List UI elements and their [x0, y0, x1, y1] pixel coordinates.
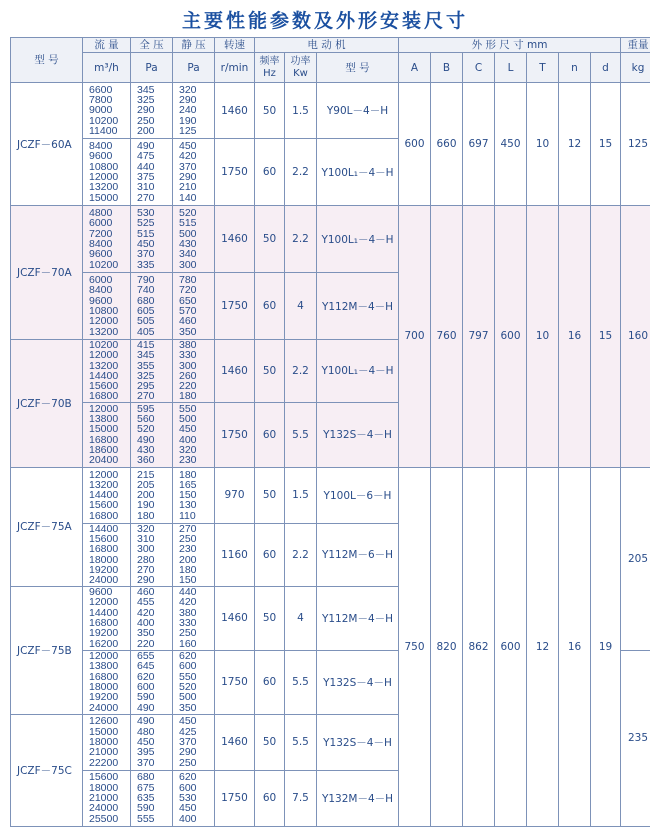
- header-dim-A: A: [399, 53, 431, 83]
- header-static-pressure-label: 静 压: [181, 39, 206, 51]
- dim-B-cell: 660: [431, 83, 463, 206]
- total-pressure-cell: 790 740 680 605 505 405: [131, 273, 173, 340]
- header-motor: [255, 38, 399, 53]
- freq-cell: 60: [255, 139, 285, 206]
- total-pressure-cell: 490 475 440 375 310 270: [131, 139, 173, 206]
- dim-L-cell: 450: [495, 83, 527, 206]
- header-dim-n: n: [559, 53, 591, 83]
- static-pressure-cell: 450 425 370 290 250: [173, 714, 215, 770]
- static-pressure-cell: 780 720 650 570 460 350: [173, 273, 215, 340]
- header-power: [285, 53, 317, 83]
- header-power-unit: Kw: [293, 67, 308, 79]
- total-pressure-cell: 460 455 420 400 350 220: [131, 586, 173, 650]
- dim-B-cell: 820: [431, 467, 463, 826]
- static-pressure-cell: 620 600 550 520 500 350: [173, 650, 215, 714]
- static-pressure-cell: 550 500 450 400 320 230: [173, 402, 215, 467]
- header-total-pressure-label: 全 压: [139, 39, 164, 51]
- static-pressure-cell: 440 420 380 330 250 160: [173, 586, 215, 650]
- motor-model-cell: Y132M－4－H: [317, 770, 399, 826]
- motor-model-cell: Y112M－6－H: [317, 523, 399, 586]
- freq-cell: 50: [255, 714, 285, 770]
- header-dim-T: T: [527, 53, 559, 83]
- header-total-pressure-unit: Pa: [131, 53, 173, 83]
- power-cell: 7.5: [285, 770, 317, 826]
- header-motor-model: 型 号: [317, 53, 399, 83]
- total-pressure-cell: 595 560 520 490 430 360: [131, 402, 173, 467]
- model-cell: JCZF－75C: [11, 714, 83, 826]
- power-cell: 4: [285, 273, 317, 340]
- flow-cell: 4800 6000 7200 8400 9600 10200: [83, 206, 131, 273]
- header-total-pressure: [131, 38, 173, 53]
- motor-model-cell: Y132S－4－H: [317, 650, 399, 714]
- power-cell: 2.2: [285, 206, 317, 273]
- freq-cell: 60: [255, 523, 285, 586]
- speed-cell: 1460: [215, 586, 255, 650]
- speed-cell: 1750: [215, 770, 255, 826]
- freq-cell: 60: [255, 770, 285, 826]
- header-model-label: 型 号: [34, 54, 59, 66]
- freq-cell: 60: [255, 273, 285, 340]
- power-cell: 1.5: [285, 467, 317, 523]
- total-pressure-cell: 490 480 450 395 370: [131, 714, 173, 770]
- static-pressure-cell: 180 165 150 130 110: [173, 467, 215, 523]
- weight-cell: 160: [621, 206, 650, 468]
- dim-n-cell: 16: [559, 467, 591, 826]
- power-cell: 1.5: [285, 83, 317, 139]
- spec-table: [10, 37, 650, 827]
- model-cell: JCZF－75B: [11, 586, 83, 714]
- speed-cell: 970: [215, 467, 255, 523]
- dim-d-cell: 15: [591, 206, 621, 468]
- speed-cell: 1460: [215, 83, 255, 139]
- freq-cell: 60: [255, 650, 285, 714]
- speed-cell: 1460: [215, 206, 255, 273]
- table-row: [11, 206, 650, 273]
- flow-cell: 6600 7800 9000 10200 11400: [83, 83, 131, 139]
- model-cell: JCZF－60A: [11, 83, 83, 206]
- flow-cell: 15600 18000 21000 24000 25500: [83, 770, 131, 826]
- header-speed-label: 转速: [224, 39, 245, 51]
- power-cell: 2.2: [285, 139, 317, 206]
- weight-cell: 205: [621, 467, 650, 650]
- header-dim-C: C: [463, 53, 495, 83]
- flow-cell: 10200 12000 13200 14400 15600 16800: [83, 340, 131, 403]
- header-flow: [83, 38, 131, 53]
- flow-cell: 12000 13800 16800 18000 19200 24000: [83, 650, 131, 714]
- power-cell: 2.2: [285, 340, 317, 403]
- flow-cell: 12000 13200 14400 15600 16800: [83, 467, 131, 523]
- dim-C-cell: 862: [463, 467, 495, 826]
- header-dim-B: B: [431, 53, 463, 83]
- weight-cell: 235: [621, 650, 650, 826]
- power-cell: 5.5: [285, 402, 317, 467]
- static-pressure-cell: 320 290 240 190 125: [173, 83, 215, 139]
- header-weight-label: 重量: [627, 39, 649, 51]
- header-flow-label: 流 量: [94, 39, 119, 51]
- speed-cell: 1750: [215, 273, 255, 340]
- speed-cell: 1460: [215, 714, 255, 770]
- dim-A-cell: 600: [399, 83, 431, 206]
- dim-A-cell: 700: [399, 206, 431, 468]
- power-cell: 4: [285, 586, 317, 650]
- flow-cell: 9600 12000 14400 16800 19200 16200: [83, 586, 131, 650]
- power-cell: 2.2: [285, 523, 317, 586]
- speed-cell: 1750: [215, 139, 255, 206]
- header-freq: [255, 53, 285, 83]
- header-weight-unit: kg: [621, 53, 650, 83]
- freq-cell: 60: [255, 402, 285, 467]
- speed-cell: 1460: [215, 340, 255, 403]
- dim-d-cell: 19: [591, 467, 621, 826]
- motor-model-cell: Y90L－4－H: [317, 83, 399, 139]
- speed-cell: 1160: [215, 523, 255, 586]
- header-flow-unit: m³/h: [83, 53, 131, 83]
- weight-cell: 125: [621, 83, 650, 206]
- power-cell: 5.5: [285, 650, 317, 714]
- header-speed: [215, 38, 255, 53]
- header-freq-label: 频率: [259, 55, 280, 67]
- table-row: [11, 83, 650, 139]
- dim-B-cell: 760: [431, 206, 463, 468]
- freq-cell: 50: [255, 206, 285, 273]
- header-dims: [399, 38, 621, 53]
- header-weight: [621, 38, 650, 53]
- dim-L-cell: 600: [495, 206, 527, 468]
- total-pressure-cell: 415 345 355 325 295 270: [131, 340, 173, 403]
- header-static-pressure-unit: Pa: [173, 53, 215, 83]
- motor-model-cell: Y100L₁－4－H: [317, 206, 399, 273]
- header-power-label: 功率: [290, 55, 311, 67]
- header-dim-L: L: [495, 53, 527, 83]
- dim-d-cell: 15: [591, 83, 621, 206]
- total-pressure-cell: 655 645 620 600 590 490: [131, 650, 173, 714]
- static-pressure-cell: 520 515 500 430 340 300: [173, 206, 215, 273]
- dim-n-cell: 16: [559, 206, 591, 468]
- total-pressure-cell: 320 310 300 280 270 290: [131, 523, 173, 586]
- freq-cell: 50: [255, 467, 285, 523]
- dim-C-cell: 697: [463, 83, 495, 206]
- header-static-pressure: [173, 38, 215, 53]
- dim-n-cell: 12: [559, 83, 591, 206]
- total-pressure-cell: 345 325 290 250 200: [131, 83, 173, 139]
- header-dim-d: d: [591, 53, 621, 83]
- total-pressure-cell: 215 205 200 190 180: [131, 467, 173, 523]
- dim-L-cell: 600: [495, 467, 527, 826]
- flow-cell: 8400 9600 10800 12000 13200 15000: [83, 139, 131, 206]
- motor-model-cell: Y112M－4－H: [317, 273, 399, 340]
- motor-model-cell: Y100L－6－H: [317, 467, 399, 523]
- table-row: [11, 467, 650, 523]
- freq-cell: 50: [255, 340, 285, 403]
- speed-cell: 1750: [215, 650, 255, 714]
- motor-model-cell: Y132S－4－H: [317, 402, 399, 467]
- dim-A-cell: 750: [399, 467, 431, 826]
- model-cell: JCZF－75A: [11, 467, 83, 586]
- dim-T-cell: 10: [527, 206, 559, 468]
- flow-cell: 14400 15600 16800 18000 19200 24000: [83, 523, 131, 586]
- header-dims-label: 外 形 尺 寸 mm: [471, 39, 548, 51]
- header-freq-unit: Hz: [263, 67, 276, 79]
- static-pressure-cell: 450 420 370 290 210 140: [173, 139, 215, 206]
- model-cell: JCZF－70A: [11, 206, 83, 340]
- header-model: [11, 38, 83, 83]
- dim-C-cell: 797: [463, 206, 495, 468]
- static-pressure-cell: 380 330 300 260 220 180: [173, 340, 215, 403]
- power-cell: 5.5: [285, 714, 317, 770]
- motor-model-cell: Y100L₁－4－H: [317, 340, 399, 403]
- flow-cell: 12600 15000 18000 21000 22200: [83, 714, 131, 770]
- dim-T-cell: 10: [527, 83, 559, 206]
- total-pressure-cell: 680 675 635 590 555: [131, 770, 173, 826]
- motor-model-cell: Y132S－4－H: [317, 714, 399, 770]
- dim-T-cell: 12: [527, 467, 559, 826]
- speed-cell: 1750: [215, 402, 255, 467]
- page-title: 主要性能参数及外形安装尺寸: [181, 10, 468, 32]
- header-speed-unit: r/min: [215, 53, 255, 83]
- static-pressure-cell: 270 250 230 200 180 150: [173, 523, 215, 586]
- freq-cell: 50: [255, 586, 285, 650]
- flow-cell: 6000 8400 9600 10800 12000 13200: [83, 273, 131, 340]
- static-pressure-cell: 620 600 530 450 400: [173, 770, 215, 826]
- freq-cell: 50: [255, 83, 285, 139]
- flow-cell: 12000 13800 15000 16800 18600 20400: [83, 402, 131, 467]
- model-cell: JCZF－70B: [11, 340, 83, 468]
- total-pressure-cell: 530 525 515 450 370 335: [131, 206, 173, 273]
- motor-model-cell: Y112M－4－H: [317, 586, 399, 650]
- motor-model-cell: Y100L₁－4－H: [317, 139, 399, 206]
- header-motor-label: 电 动 机: [307, 39, 346, 51]
